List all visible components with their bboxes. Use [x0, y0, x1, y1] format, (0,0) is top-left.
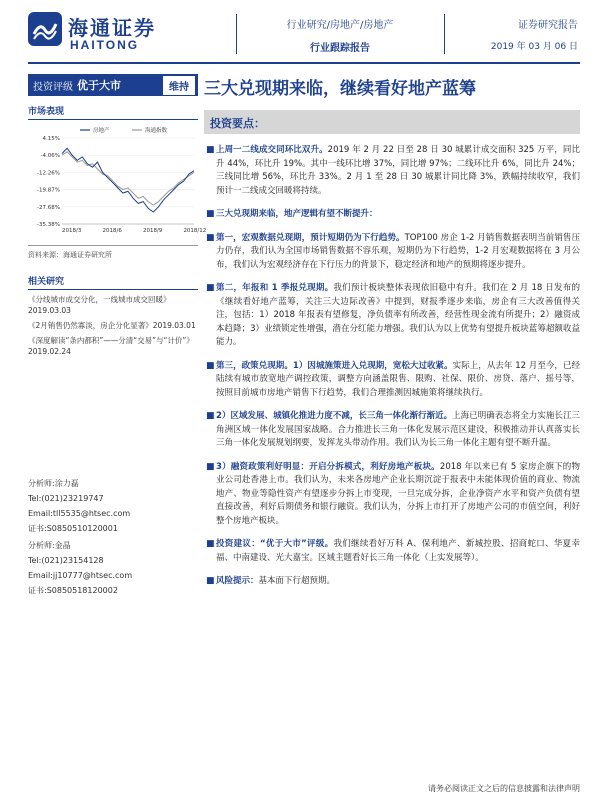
page-title: 三大兑现期来临，继续看好地产蓝筹	[204, 79, 476, 99]
key-point-text: 2019 年 2 月 22 日至 28 日 30 城累计成交面积 325 万平，同比升 44%，环比升 19%。其中一线环比增 37%，同比增 97%；二线环比升 6%，同比升 24%；三线同比增 56%，环比升 33%。2 月 1 至 28 日 30 城累计同比降 3%，跌幅持续收窄，我们预计一二线成交回暖将持续。	[216, 145, 580, 196]
analyst-cert: 证书:S0850510120001	[28, 524, 118, 533]
key-point-text: 基本面下行超预期。	[258, 576, 336, 586]
bullet-icon: ■	[206, 576, 215, 586]
market-chart-svg	[28, 122, 207, 237]
key-point-heading: 上周一二线成交同环比双升。	[216, 145, 328, 155]
key-point-heading: 投资建议：“优于大市”评级。	[216, 539, 334, 549]
key-point-paragraph	[204, 461, 580, 529]
y-tick-label: -19.87%	[37, 187, 60, 194]
logo-cn-text: 海通证券	[68, 16, 156, 40]
rating-value: 优于大市	[77, 79, 121, 92]
legend-label: 房地产	[93, 128, 110, 134]
report-header	[0, 0, 600, 62]
key-point-text: 我们继续看好万科 A、保利地产、新城控股、招商蛇口、华夏幸福、中南建设、光大嘉宝。区域主题看好长三角一体化（上实发展等）。	[216, 539, 580, 563]
y-tick-label: -12.26%	[37, 170, 60, 177]
bullet-icon: ■	[206, 461, 215, 472]
analyst-tel: Tel:(021)23154128	[28, 556, 104, 565]
report-date: 2019 年 03 月 06 日	[490, 42, 578, 52]
bullet-icon: ■	[206, 539, 215, 549]
logo-en-text: HAITONG	[70, 38, 140, 52]
analyst-name: 分析师:涂力磊	[28, 479, 79, 488]
key-point-heading: 3）融资政策利好明显：开启分拆模式，利好房地产板块。	[216, 461, 440, 472]
key-points-title: 投资要点：	[204, 110, 580, 134]
key-point-paragraph	[204, 538, 580, 565]
key-point-paragraph	[204, 208, 580, 222]
key-point-text: 2018 年以来已有 5 家房企旗下的物业公司赴香港上市。我们认为，未来各房地产企业长期沉淀于报表中未能体现价值的商业、物流地产、物业等隐性资产有望逐步分拆上市变现，一旦完成分拆，企业净资产水平和资产负债有望直接改善，利好后期债务和银行融资。我们认为，分拆上市打开了房地产公司的市值空间，利好整个房地产板块。	[216, 461, 581, 526]
series-line-realestate	[62, 148, 194, 212]
key-point-heading: 第一，宏观数据兑现期，预计短期仍为下行趋势。	[216, 232, 405, 243]
logo	[28, 10, 158, 54]
market-section-title: 市场表现	[28, 104, 198, 120]
market-chart	[28, 122, 207, 237]
x-tick-label: 2018/12	[183, 228, 207, 234]
bullet-icon: ■	[206, 283, 215, 293]
header-divider	[236, 14, 237, 54]
key-point-text: TOP100 房企 1-2 月销售数据表明当前销售压力仍存，我们认为全国市场销售数据不容乐观，短期仍为下行趋势，1-2 月宏观数据将在 3 月公布，我们认为宏观经济存在下行压力的背景下，稳定经济和地产的预期将逐步提升。	[216, 232, 580, 270]
key-point-text: 实际上，从去年 12 月至今，已经陆续有城市放宽地产调控政策，调整方向涵盖限售、限购、社保、限价、房贷、落户、摇号等，按照目前城市房地产销售下行趋势，我们合理推测因城施策将继续执行。	[216, 360, 580, 398]
key-points-list	[204, 144, 580, 589]
analyst-tel: Tel:(021)23219747	[28, 494, 104, 503]
bullet-icon: ■	[206, 209, 215, 219]
bullet-icon: ■	[206, 232, 215, 243]
analyst-cert: 证书:S0850518120002	[28, 586, 118, 595]
key-point-paragraph	[204, 232, 580, 273]
header-rule	[28, 62, 580, 64]
footer-disclaimer: 请务必阅读正文之后的信息披露和法律声明	[428, 784, 580, 793]
y-tick-label: -35.38%	[37, 222, 60, 228]
x-tick-label: 2018/6	[102, 228, 122, 234]
key-point-heading: 风险提示：	[216, 576, 259, 586]
chart-source: 资料来源：海通证券研究所	[28, 245, 198, 260]
bullet-icon: ■	[206, 411, 215, 421]
rating-action: 维持	[163, 76, 195, 95]
header-category-block	[240, 16, 440, 54]
bullet-icon: ■	[206, 360, 215, 371]
bullet-icon: ■	[206, 145, 215, 155]
related-item[interactable]: 《2月销售仍然寡淡，房企分化显著》2019.03.01	[28, 321, 196, 330]
related-research	[28, 274, 198, 357]
key-point-paragraph	[204, 410, 580, 451]
key-point-heading: 第三，政策兑现期。1）因城施策进入兑现期，宽松大过收紧。	[216, 360, 453, 371]
analyst-contacts	[28, 476, 198, 598]
header-right-block	[448, 16, 578, 52]
report-category: 行业研究/房地产/房地产	[286, 20, 394, 31]
analyst-name: 分析师:金晶	[28, 541, 71, 550]
related-item[interactable]: 《分线城市成交分化，一线城市成交回暖》2019.03.03	[28, 295, 171, 315]
header-divider	[444, 14, 445, 54]
y-tick-label: -4.06%	[40, 153, 60, 160]
key-point-paragraph	[204, 282, 580, 350]
x-tick-label: 2018/3	[62, 228, 82, 234]
related-list	[28, 294, 198, 357]
key-point-heading: 2）区域发展、城镇化推进力度不减，长三角一体化渐行渐近。	[216, 411, 453, 421]
analyst-email[interactable]: Email:jj10777@htsec.com	[28, 571, 133, 580]
related-section-title: 相关研究	[28, 274, 198, 290]
left-sidebar	[28, 104, 207, 361]
key-point-paragraph	[204, 144, 580, 198]
key-point-paragraph	[204, 575, 580, 589]
y-tick-label: -27.68%	[37, 204, 60, 211]
legend-label: 海通指数	[145, 128, 168, 134]
rating-label: 投资评级	[33, 81, 73, 93]
x-tick-label: 2018/9	[142, 228, 163, 234]
key-point-heading: 三大兑现期来临，地产逻辑有望不断提升：	[216, 209, 378, 219]
series-line-index	[62, 152, 194, 205]
key-points-section	[204, 110, 580, 589]
rating-badge	[28, 74, 198, 96]
key-point-heading: 第二，年报和 1 季报兑现期。	[216, 283, 334, 293]
y-tick-label: 4.15%	[42, 136, 60, 142]
key-point-text: 我们预计板块整体表现依旧稳中有升。我们在 2 月 18 日发布的《继续看好地产蓝筹，关注三大边际改善》中提到，财报季逐步来临，房企有三大改善值得关注，包括：1）2018 年报表有望修复，净负债率有所改善，经营性现金流有所提升；2）融资成本趋降；3）业绩锁定性增强，潜在分红能力增强。我们认为以上优势有望提升板块蓝筹超额收益能力。	[216, 283, 580, 347]
related-item[interactable]: 《深度解读“条内都积”——分清“交易”与“计价”》2019.02.24	[28, 336, 194, 356]
report-type: 行业跟踪报告	[310, 43, 370, 54]
haitong-logo-icon	[28, 12, 62, 46]
report-kind: 证券研究报告	[518, 20, 578, 31]
key-point-paragraph	[204, 360, 580, 401]
key-point-text: 上海已明确表态将全力实施长江三角洲区域一体化发展国家战略。合力推进长三角一体化发展示范区建设，积极推动并认真落实长三角一体化发展规划纲要，发挥龙头带动作用。我们认为长三角一体化主题有望不断升温。	[216, 411, 580, 448]
analyst-email[interactable]: Email:tll5535@htsec.com	[28, 509, 131, 518]
